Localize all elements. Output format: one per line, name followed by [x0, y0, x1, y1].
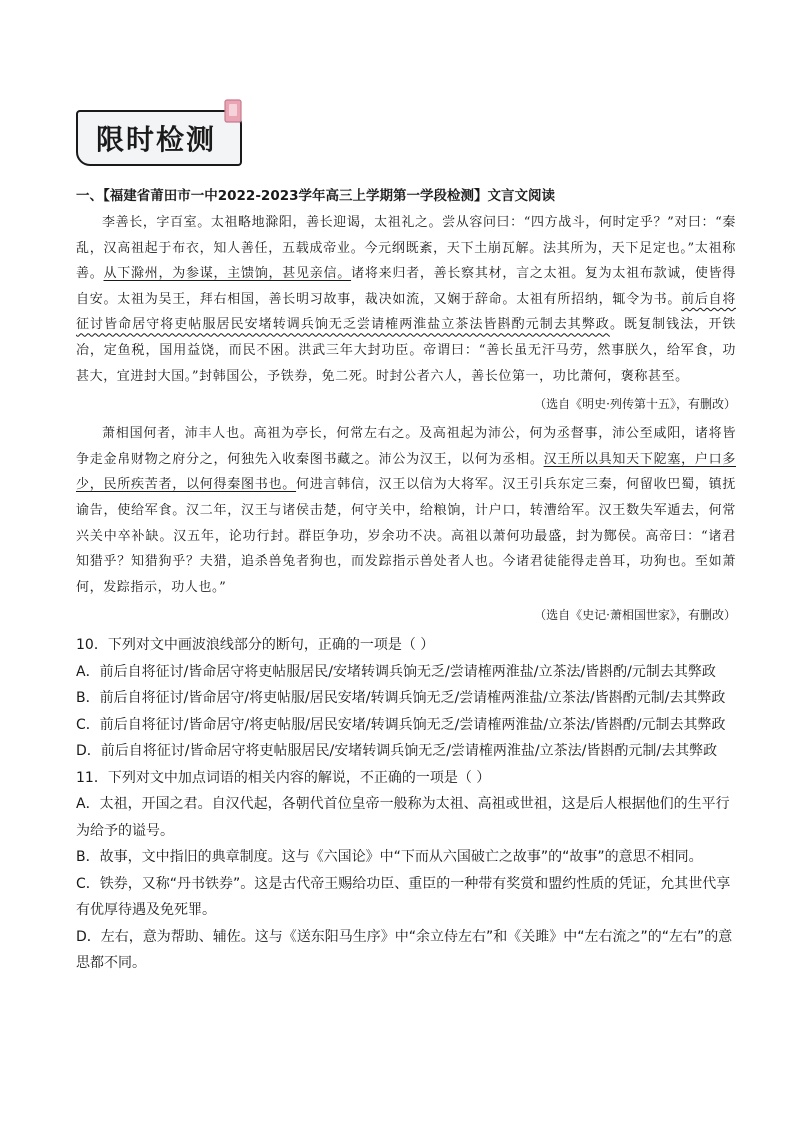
question-header: 一、【福建省莆田市一中2022-2023学年高三上学期第一学段检测】文言文阅读: [76, 188, 555, 204]
question-11-stem: 11．下列对文中加点词语的相关内容的解说，不正确的一项是（ ）: [76, 769, 491, 786]
banner-title: 限时检测: [96, 123, 217, 156]
paperclip-icon: [222, 98, 244, 124]
document-body: [76, 185, 736, 977]
section-banner: [76, 104, 248, 166]
question-10-stem: 10．下列对文中画波浪线部分的断句，正确的一项是（ ）: [76, 637, 435, 654]
passage-1-part-2: 诸将来归者，善长察其材，言之太祖。复为太祖布款诚，使皆得自安。太祖为吴王，拜右相国，善长明习故事，裁决如流，又娴于辞命。太祖有所招纳，辄令为书。: [76, 266, 736, 307]
question-10-option-b: B．前后自将征讨/皆命居守/将吏帖服/居民安堵/转调兵饷无乏/尝请榷两淮盐/立茶法/皆斟酌元制/去其弊政: [76, 690, 726, 707]
underlined-sentence-1: 从下滁州，为参谋，主馈饷，甚见亲信。: [103, 266, 352, 282]
underlined-sentence-2: 汉王所以具知天下阸塞，户口多少，民所疾苦者，以何得秦图书也。: [76, 451, 736, 493]
question-11-option-d: D．左右，意为帮助、辅佐。这与《送东阳马生序》中“余立侍左右”和《关雎》中“左右流之”的“左右”的意思都不同。: [76, 928, 733, 972]
passage-1-source: （选自《明史·列传第十五》，有删改）: [534, 397, 736, 412]
question-10-option-d: D．前后自将征讨/皆命居守将吏帖服居民/安堵转调兵饷无乏/尝请榷两淮盐/立茶法/皆斟酌元制/去其弊政: [76, 743, 718, 760]
passage-1-part-1: 李善长，字百室。太祖略地滁阳，善长迎谒，太祖礼之。尝从容问曰：“四方战斗，何时定乎？”对曰：“秦乱，汉高祖起于布衣，知人善任，五载成帝业。今元纲既紊，天下土崩瓦解。法其所为，天下足定也。”太祖称善。: [76, 215, 736, 282]
question-11-option-c: C．铁券，又称“丹书铁券”。这是古代帝王赐给功臣、重臣的一种带有奖赏和盟约性质的凭证，允其世代享有优厚待遇及免死罪。: [76, 875, 731, 919]
passage-1-part-3: 。既复制钱法，开铁冶，定鱼税，国用益饶，而民不困。洪武三年大封功臣。帝谓曰：“善长虽无汗马劳，然事朕久，给军食，功甚大，宜进封大国。”封韩国公，予铁券，免二死。时封公者六人，善长位第一，功比萧何，褒称甚至。: [76, 317, 736, 384]
question-10-option-c: C．前后自将征讨/皆命居守/将吏帖服/居民安堵/转调兵饷无乏/尝请榷两淮盐/立茶法/皆斟酌/元制去其弊政: [76, 716, 726, 733]
passage-2-part-1: 萧相国何者，沛丰人也。高祖为亭长，何常左右之。及高祖起为沛公，何为丞督事，沛公至咸阳，诸将皆争走金帛财物之府分之，何独先入收秦图书藏之。沛公为汉王，以何为丞相。: [76, 426, 736, 467]
question-10-option-a: A．前后自将征讨/皆命居守将吏帖服居民/安堵转调兵饷无乏/尝请榷两淮盐/立茶法/皆斟酌/元制去其弊政: [76, 663, 716, 680]
passage-2: [76, 421, 736, 600]
passage-2-part-2: 何进言韩信，汉王以信为大将军。汉王引兵东定三秦，何留收巴蜀，镇抚谕告，使给军食。汉二年，汉王与诸侯击楚，何守关中，给粮饷，计户口，转漕给军。汉王数失军遁去，何常兴关中卒补缺。汉五年，论功行封。群臣争功，岁余功不决。高祖以萧何功最盛，封为酂侯。高帝曰：“诸君知猎乎？知猎狗乎？夫猎，追杀兽兔者狗也，而发踪指示兽处者人也。今诸君徒能得走兽耳，功狗也。至如萧何，发踪指示，功人也。”: [76, 477, 736, 595]
question-11-option-b: B．故事，文中指旧的典章制度。这与《六国论》中“下而从六国破亡之故事”的“故事”的意思不相同。: [76, 849, 703, 866]
passage-2-source: （选自《史记·萧相国世家》，有删改）: [534, 608, 736, 623]
question-11-option-a: A．太祖，开国之君。自汉代起，各朝代首位皇帝一般称为太祖、高祖或世祖，这是后人根据他们的生平行为给予的谥号。: [76, 796, 730, 839]
wavy-underlined-sentence: 前后自将征讨皆命居守将吏帖服居民安堵转调兵饷无乏尝请榷两淮盐立茶法皆斟酌元制去其弊政: [76, 291, 736, 333]
passage-1: [76, 210, 736, 389]
